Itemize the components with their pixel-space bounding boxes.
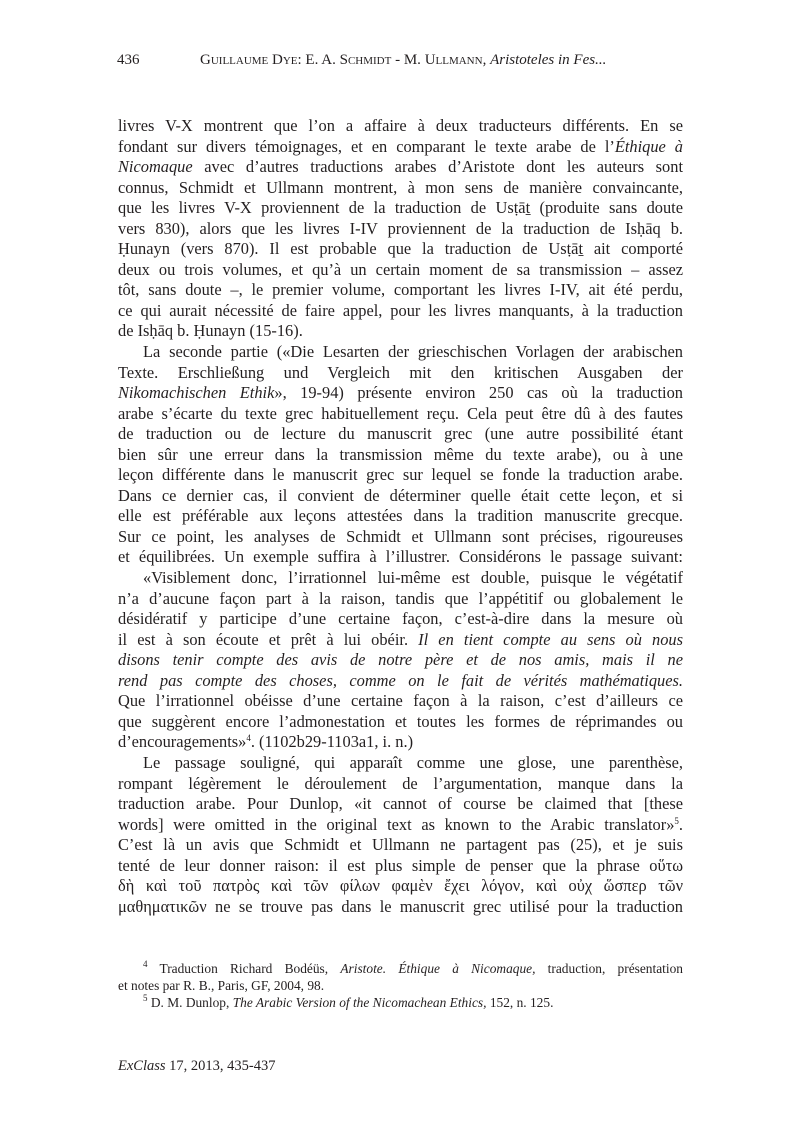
italic-text: The Arabic Version of the Nicomachean Ethics, bbox=[232, 994, 487, 1010]
text-run: rompant légèrement le déroulement de l’argumentation, manque dans la bbox=[118, 773, 683, 793]
footnote-marker: 4 bbox=[246, 733, 251, 744]
text-run: vers 830), alors que les livres I-IV proviennent de la traduction de Isḥāq b. bbox=[118, 218, 683, 238]
text-run: . (1102b29-1103a1, i. n.) bbox=[250, 732, 414, 752]
text-run: arabe s’écarte du texte grec habituellement reçu. Cela peut être dû à des fautes bbox=[118, 403, 683, 423]
body-line bbox=[118, 506, 683, 527]
text-run: désidératif y participe d’une certaine façon, c’est-à-dire dans la mesure où bbox=[118, 609, 683, 629]
footnote-line bbox=[118, 992, 683, 1012]
body-line bbox=[118, 424, 683, 445]
body-line bbox=[118, 342, 683, 363]
text-run: deux ou trois volumes, et qu’à un certain moment de sa transmission – assez bbox=[118, 259, 683, 279]
text-run: de Isḥāq b. Ḥunayn (15-16). bbox=[118, 321, 303, 341]
body-line bbox=[118, 547, 683, 568]
text-run: de traduction ou de lecture du manuscrit grec (une autre possibilité étant bbox=[118, 424, 683, 444]
text-run: Le passage souligné, qui apparaît comme une glose, une parenthèse, bbox=[143, 752, 683, 772]
body-line bbox=[118, 486, 683, 507]
body-line bbox=[118, 363, 683, 384]
body-line bbox=[118, 589, 683, 610]
body-line bbox=[118, 527, 683, 548]
text-run: δὴ καὶ τοῦ πατρὸς καὶ τῶν φίλων φαμὲν ἔχει λόγον, καὶ οὐχ ὥσπερ τῶν bbox=[118, 876, 683, 896]
body-line bbox=[118, 301, 683, 322]
text-run: fondant sur divers témoignages, et en comparant le texte arabe de l’ bbox=[118, 136, 615, 156]
separator: : E. A. bbox=[297, 52, 340, 68]
body-line bbox=[118, 753, 683, 774]
text-run: words] were omitted in the original text as known to the Arabic translator» bbox=[118, 814, 675, 834]
footnote-marker: 5 bbox=[143, 992, 148, 1003]
body-line bbox=[118, 404, 683, 425]
text-run: elle est préférable aux leçons attestées dans la tradition manuscrite grecque. bbox=[118, 506, 683, 526]
body-line bbox=[118, 856, 683, 877]
body-line bbox=[118, 219, 683, 240]
body-line bbox=[118, 321, 683, 342]
italic-text: Il en tient compte au sens où nous bbox=[418, 629, 683, 649]
body-line bbox=[118, 609, 683, 630]
body-line bbox=[118, 671, 683, 692]
body-line bbox=[118, 650, 683, 671]
text-run: Texte. Erschließung und Vergleich mit den kritischen Ausgaben der bbox=[118, 362, 683, 382]
body-line bbox=[118, 815, 683, 836]
body-line bbox=[118, 794, 683, 815]
text-run: Ḥunayn (vers 870). Il est probable que la traduction de Usṭāṯ ait comporté bbox=[118, 239, 683, 259]
text-run: Que l’irrationnel obéisse d’une certaine façon à la raison, c’est d’ailleurs ce bbox=[118, 691, 683, 711]
body-line bbox=[118, 630, 683, 651]
footnote-marker: 4 bbox=[143, 959, 148, 969]
text-run: «Visiblement donc, l’irrationnel lui-même est double, puisque le végétatif bbox=[143, 568, 683, 588]
body-line bbox=[118, 568, 683, 589]
reviewed-author-2: Ullmann bbox=[424, 52, 483, 68]
body-line bbox=[118, 239, 683, 260]
body-line bbox=[118, 280, 683, 301]
italic-text: disons tenir compte des avis de notre père et de nos amis, mais il ne bbox=[118, 650, 683, 670]
body-line bbox=[118, 712, 683, 733]
text-run: . bbox=[678, 814, 683, 834]
text-run: connus, Schmidt et Ullmann montrent, à mon sens de manière convaincante, bbox=[118, 177, 683, 197]
body-line bbox=[118, 732, 683, 753]
body-line bbox=[118, 691, 683, 712]
body-line bbox=[118, 876, 683, 897]
body-line bbox=[118, 116, 683, 137]
book-title: Aristoteles in Fes... bbox=[490, 52, 607, 68]
page-footer bbox=[118, 1058, 276, 1075]
text-run: ce qui aurait nécessité de faire appel, pour les livres manquants, à la traduction bbox=[118, 300, 683, 320]
text-run: La seconde partie («Die Lesarten der grieschischen Vorlagen der arabischen bbox=[143, 342, 683, 362]
text-run: traduction arabe. Pour Dunlop, «it cannot of course be claimed that [these bbox=[118, 794, 683, 814]
text-run: et équilibrées. Un exemple suffira à l’illustrer. Considérons le passage suivant: bbox=[118, 547, 683, 567]
body-line bbox=[118, 157, 683, 178]
text-run: μαθηματικῶν ne se trouve pas dans le manuscrit grec utilisé pour la traduction bbox=[118, 896, 683, 916]
italic-text: rend pas compte des choses, comme on le fait de vérités mathématiques. bbox=[118, 670, 683, 690]
journal-name: ExClass bbox=[118, 1058, 166, 1074]
italic-text: Aristote. Éthique à Nicomaque, bbox=[340, 961, 536, 976]
text-run: Dans ce dernier cas, il convient de déterminer quelle était cette leçon, et si bbox=[118, 485, 683, 505]
italic-text: Éthique à bbox=[614, 136, 683, 156]
text-run: que suggèrent encore l’admonestation et toutes les formes de réprimandes ou bbox=[118, 711, 683, 731]
italic-text: Nikomachischen Ethik bbox=[118, 383, 275, 403]
running-title bbox=[200, 49, 606, 71]
text-run: livres V-X montrent que l’on a affaire à deux traducteurs différents. En se bbox=[118, 116, 683, 135]
text-run: D. M. Dunlop, bbox=[147, 994, 233, 1010]
text-run: bien sûr une erreur dans la transmission même du texte arabe), ou à une bbox=[118, 444, 683, 464]
text-run: leçon différente dans le manuscrit grec sur lequel se fonde la traduction arabe. bbox=[118, 465, 683, 485]
footnote-marker: 5 bbox=[674, 815, 679, 826]
text-run: C’est là un avis que Schmidt et Ullmann ne partagent pas (25), et je suis bbox=[118, 835, 683, 855]
text-run: et notes par R. B., Paris, GF, 2004, 98. bbox=[118, 977, 325, 993]
body-line bbox=[118, 835, 683, 856]
text-run: 152, n. 125. bbox=[486, 994, 554, 1010]
text-run: avec d’autres traductions arabes d’Aristote dont les auteurs sont bbox=[192, 157, 683, 177]
body-line bbox=[118, 445, 683, 466]
italic-text: Nicomaque bbox=[118, 157, 193, 177]
separator: - M. bbox=[391, 52, 425, 68]
text-run: tôt, sans doute –, le premier volume, comportant les livres I-IV, ait été perdu, bbox=[118, 280, 683, 300]
text-run: il est à son écoute et prêt à lui obéir. bbox=[118, 629, 419, 649]
text-run: Sur ce point, les analyses de Schmidt et Ullmann sont précises, rigoureuses bbox=[118, 526, 683, 546]
reviewed-author-1: Schmidt bbox=[339, 52, 392, 68]
footnote-line bbox=[118, 978, 683, 995]
body-line bbox=[118, 383, 683, 404]
body-line bbox=[118, 198, 683, 219]
footnote-line bbox=[118, 961, 683, 978]
page-number: 436 bbox=[117, 52, 140, 68]
footnotes bbox=[118, 961, 683, 1011]
text-run: tenté de leur donner raison: il est plus simple de penser que la phrase οὕτω bbox=[118, 855, 683, 875]
text-run: n’a d’aucune façon part à la raison, tandis que l’appétitif ou globalement le bbox=[118, 588, 683, 608]
body-line bbox=[118, 774, 683, 795]
body-line bbox=[118, 178, 683, 199]
body-text bbox=[118, 116, 683, 917]
text-run: », 19-94) présente environ 250 cas où la traduction bbox=[274, 383, 683, 403]
body-line bbox=[118, 465, 683, 486]
separator: , bbox=[482, 52, 491, 68]
body-line bbox=[118, 137, 683, 158]
body-line bbox=[118, 897, 683, 918]
text-run: traduction, présentation bbox=[535, 961, 683, 976]
text-run: que les livres V-X proviennent de la traduction de Usṭāṯ (produite sans doute bbox=[118, 198, 683, 218]
author-name: Guillaume Dye bbox=[200, 52, 298, 68]
journal-citation: 17, 2013, 435-437 bbox=[165, 1058, 276, 1074]
body-line bbox=[118, 260, 683, 281]
text-run: Traduction Richard Bodéüs, bbox=[147, 961, 341, 976]
text-run: d’encouragements» bbox=[118, 732, 247, 752]
running-header bbox=[117, 49, 687, 71]
